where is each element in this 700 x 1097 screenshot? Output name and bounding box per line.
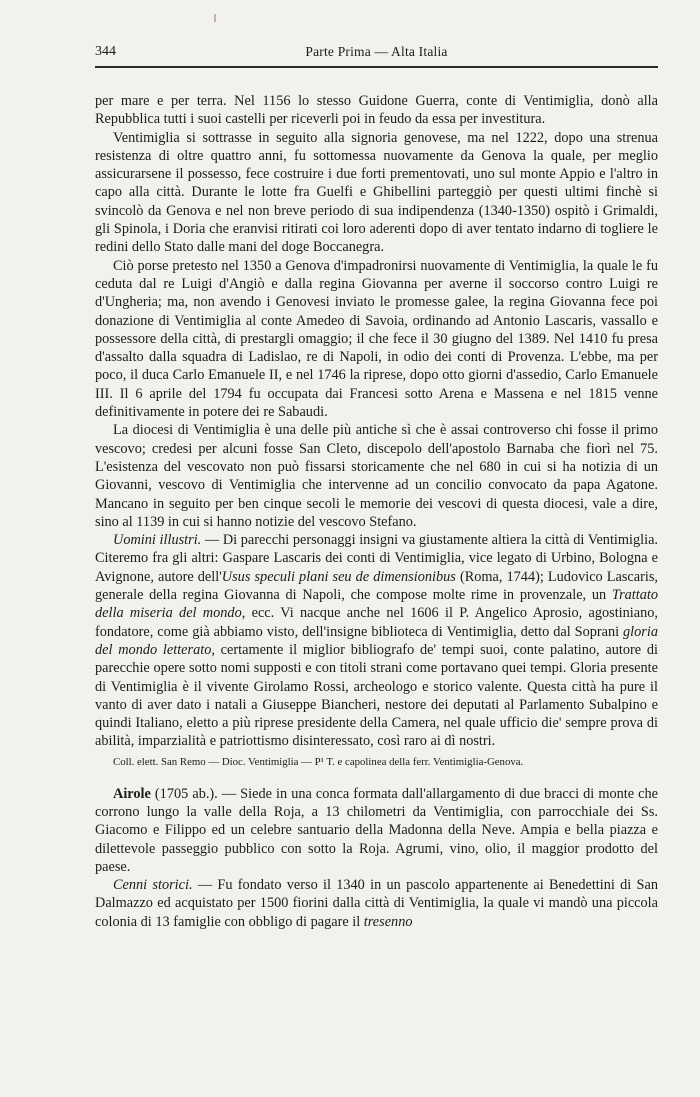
paragraph-genoese-rule: Ventimiglia si sottrasse in seguito alla signoria genovese, ma nel 1222, dopo una strenua resistenza di oltre quattro anni, fu sottomessa nuovamente da Genova la quale, per meglio assicurarsene il possesso, fece costruire i due forti prementovati, uno sul monte Appio e l'altro in capo alla città. Durante le lotte fra Guelfi e Ghibellini parteggiò per questi ultimi finchè si svincolò da Genova e nel non breve periodo di sua indipendenza (1340-1350) ospitò i Grimaldi, gli Spinola, i Doria che eranvisi ritirati coi loro aderenti dopo di aver tentato indarno di togliere le redini dello Stato dalle mani del doge Boccanegra. [95,129,658,256]
section-heading-cenni-storici: Cenni storici. [113,877,193,894]
page-body [95,92,658,931]
text-span: — Di parecchi personaggi insigni va giustamente altiera la città di Ventimiglia. Citeremo fra gli altri: Gaspare Lascaris dei conti di Ventimiglia, vice legato di Urbino, Bologna e Avignone, autore dell' [95,532,658,585]
text-span: (1705 ab.). — Siede in una conca formata dall'allargamento di due bracci di monte che corrono lungo la valle della Roja, a 13 chilometri da Ventimiglia, con parrocchiale dei Ss. Giacomo e Filippo ed un celebre santuario della Madonna della Neve. Ampia e bella piazza e dilettevole passeggio pubblico con sotto la Roja. Agrumi, vino, olio, il maggior prodotto del paese. [95,785,658,875]
paragraph-diocese: La diocesi di Ventimiglia è una delle più antiche sì che è assai controverso chi fosse il primo vescovo; credesi per alcuni fosse San Cleto, discepolo dell'apostolo Barnaba che fiorì nel 75. L'esistenza del vescovato non può fissarsi storicamente che nel 680 in cui si ha notizia di un Giovanni, vescovo di Ventimiglia che intervenne ad un concilio convocato da papa Agatone. Mancano in seguito per ben cinque secoli le memorie dei vescovi di questa diocesi, vale a dire, sino al 1139 in cui si hanno notizie del vescovo Stefano. [95,422,658,530]
administrative-note: Coll. elett. San Remo — Dioc. Ventimiglia — P¹ T. e capolinea della ferr. Ventimiglia-Genova. [113,755,524,768]
paragraph-savoy: Ciò porse pretesto nel 1350 a Genova d'impadronirsi nuovamente di Ventimiglia, la quale le fu ceduta dal re Luigi d'Angiò e dalla regina Giovanna per averne il soccorso contro Luigi re d'Ungheria; ma, non avendo i Genovesi inviato le promesse galee, la regina Giovanna fece poi donazione di Ventimiglia al conte Amedeo di Savoia, ordinando ad Antonio Lascaris, vassallo e possessore della città, di prestargli omaggio; il che fece il 30 giugno del 1389. Nel 1410 fu presa d'assalto dalla squadra di Ladislao, re di Napoli, in odio dei conti di Provenza. L'ebbe, ma per poco, il duca Carlo Emanuele II, e nel 1746 la riprese, dopo otto giorni d'assedio, Carlo Emanuele III. Il 6 aprile del 1794 fu occupata dai Francesi sotto Arena e Massena e nel 1815 venne definitivamente in potere dei re Sabaudi. [95,257,658,421]
paragraph-continuation: per mare e per terra. Nel 1156 lo stesso Guidone Guerra, conte di Ventimiglia, donò alla Repubblica tutti i suoi castelli per riceverli poi in feudo da essa per investitura. [95,93,658,128]
paragraph-airole [95,785,658,876]
page-header [95,44,658,66]
header-rule [95,66,658,68]
paragraph-historical-notes [95,876,658,931]
book-title: Usus speculi plani seu de dimensionibus [221,568,456,585]
book-title: Trattato della miseria del mondo [95,587,658,622]
text-span: (Roma, 1744); Ludovico Lascaris, generale della regina Giovanna di Napoli, che compose molte rime in provenzale, un [95,568,658,604]
italic-term: tresenno [363,913,413,930]
quoted-epithet: gloria del mondo letterato [95,623,658,658]
section-gap [95,770,658,785]
running-title: Parte Prima — Alta Italia [305,44,448,59]
scan-mark [214,14,216,22]
paragraph-illustrious-men [95,531,658,751]
page-number: 344 [95,44,116,59]
text-span: , certamente il miglior bibliografo de' tempi suoi, conte palatino, autore di parecchie opere sotto nomi supposti e con titoli strani come portavano quei tempi. Gloria presente di Ventimiglia è il vivente Girolamo Rossi, archeologo e storico valente. Questa città ha pure il vanto di aver dato i natali a Giuseppe Biancheri, nestore dei deputati al Parlamento Subalpino e quindi Italiano, eletto a più riprese presidente della Camera, nel quale ufficio die' sempre prova di abilità, imparzialità e patriottismo disinteressato, così raro ai dì nostri. [95,641,658,750]
section-heading-uomini-illustri: Uomini illustri. [113,532,202,549]
text-span: — Fu fondato verso il 1340 in un pascolo appartenente ai Benedettini di San Dalmazzo ed acquistato per 1500 fiorini dalla città di Ventimiglia, la quale vi mandò una piccola colonia di 13 famiglie con obbligo di pagare il [95,877,658,930]
text-span: , ecc. Vi nacque anche nel 1606 il P. Angelico Aprosio, agostiniano, fondatore, come già abbiamo visto, dell'insigne biblioteca di Ventimiglia, detto dal Soprani [95,605,658,640]
place-name-airole: Airole [113,785,151,802]
